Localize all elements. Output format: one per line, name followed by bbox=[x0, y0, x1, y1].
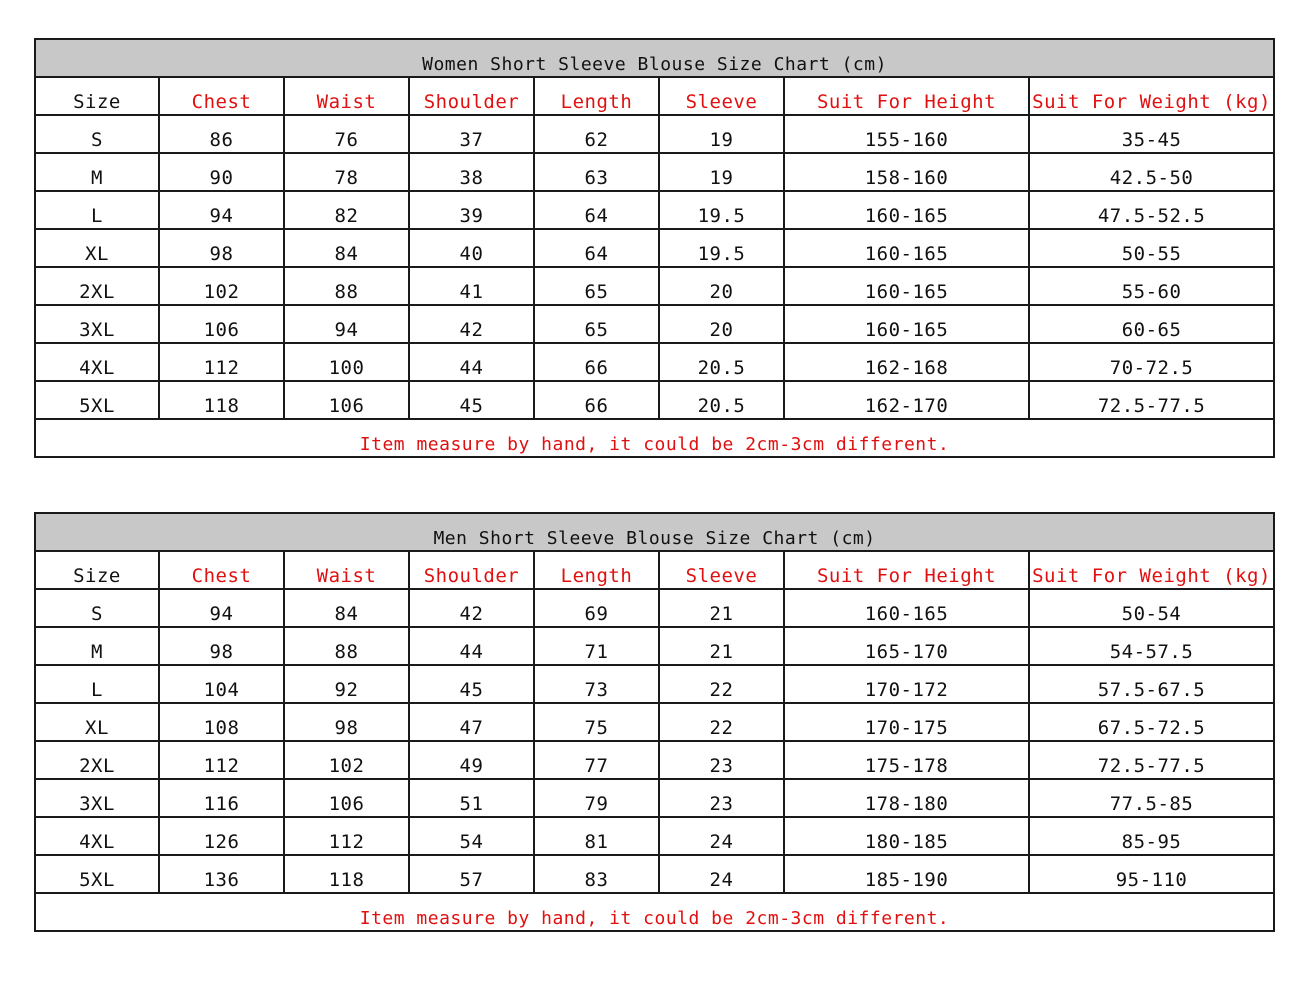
table-cell-waist: 102 bbox=[284, 741, 409, 779]
table-cell-length: 71 bbox=[534, 627, 659, 665]
table-cell-height: 162-170 bbox=[784, 381, 1029, 419]
table-cell-shoulder: 41 bbox=[409, 267, 534, 305]
table-cell-chest: 94 bbox=[159, 191, 284, 229]
table-cell-shoulder: 39 bbox=[409, 191, 534, 229]
column-header-shoulder: Shoulder bbox=[409, 77, 534, 115]
table-row bbox=[35, 665, 1274, 703]
table-cell-shoulder: 44 bbox=[409, 343, 534, 381]
table-cell-waist: 84 bbox=[284, 589, 409, 627]
table-cell-size: S bbox=[35, 589, 159, 627]
table-cell-waist: 112 bbox=[284, 817, 409, 855]
table-header-row bbox=[35, 551, 1274, 589]
table-cell-chest: 126 bbox=[159, 817, 284, 855]
table-cell-height: 165-170 bbox=[784, 627, 1029, 665]
table-cell-weight: 57.5-67.5 bbox=[1029, 665, 1274, 703]
table-cell-weight: 85-95 bbox=[1029, 817, 1274, 855]
table-cell-sleeve: 20 bbox=[659, 267, 784, 305]
table-cell-shoulder: 44 bbox=[409, 627, 534, 665]
table-cell-waist: 76 bbox=[284, 115, 409, 153]
men-size-table bbox=[34, 512, 1275, 932]
table-cell-sleeve: 22 bbox=[659, 665, 784, 703]
table-cell-waist: 98 bbox=[284, 703, 409, 741]
column-header-size: Size bbox=[35, 551, 159, 589]
table-row bbox=[35, 191, 1274, 229]
column-header-waist: Waist bbox=[284, 551, 409, 589]
table-cell-height: 162-168 bbox=[784, 343, 1029, 381]
column-header-weight: Suit For Weight (kg) bbox=[1029, 551, 1274, 589]
table-row bbox=[35, 381, 1274, 419]
table-cell-size: 4XL bbox=[35, 817, 159, 855]
table-cell-length: 63 bbox=[534, 153, 659, 191]
table-cell-shoulder: 42 bbox=[409, 305, 534, 343]
column-header-length: Length bbox=[534, 77, 659, 115]
table-title-row bbox=[35, 513, 1274, 551]
table-cell-height: 185-190 bbox=[784, 855, 1029, 893]
table-row bbox=[35, 115, 1274, 153]
table-row bbox=[35, 267, 1274, 305]
table-cell-sleeve: 19.5 bbox=[659, 229, 784, 267]
table-cell-size: L bbox=[35, 191, 159, 229]
table-cell-sleeve: 24 bbox=[659, 817, 784, 855]
table-row bbox=[35, 305, 1274, 343]
women-table-body bbox=[35, 115, 1274, 419]
table-cell-weight: 60-65 bbox=[1029, 305, 1274, 343]
table-cell-height: 160-165 bbox=[784, 267, 1029, 305]
table-cell-chest: 116 bbox=[159, 779, 284, 817]
table-cell-sleeve: 19.5 bbox=[659, 191, 784, 229]
table-cell-chest: 112 bbox=[159, 741, 284, 779]
table-cell-height: 160-165 bbox=[784, 229, 1029, 267]
table-cell-size: 5XL bbox=[35, 855, 159, 893]
table-cell-waist: 84 bbox=[284, 229, 409, 267]
table-cell-weight: 47.5-52.5 bbox=[1029, 191, 1274, 229]
table-cell-size: 2XL bbox=[35, 741, 159, 779]
table-cell-length: 66 bbox=[534, 381, 659, 419]
table-cell-waist: 82 bbox=[284, 191, 409, 229]
women-measure-note: Item measure by hand, it could be 2cm-3cm different. bbox=[35, 419, 1274, 457]
table-cell-weight: 77.5-85 bbox=[1029, 779, 1274, 817]
table-cell-shoulder: 51 bbox=[409, 779, 534, 817]
table-cell-weight: 70-72.5 bbox=[1029, 343, 1274, 381]
table-cell-shoulder: 38 bbox=[409, 153, 534, 191]
table-cell-sleeve: 19 bbox=[659, 153, 784, 191]
column-header-height: Suit For Height bbox=[784, 77, 1029, 115]
table-cell-sleeve: 20.5 bbox=[659, 381, 784, 419]
table-cell-chest: 86 bbox=[159, 115, 284, 153]
table-cell-length: 77 bbox=[534, 741, 659, 779]
table-cell-weight: 95-110 bbox=[1029, 855, 1274, 893]
table-cell-chest: 112 bbox=[159, 343, 284, 381]
table-cell-size: S bbox=[35, 115, 159, 153]
table-header-row bbox=[35, 77, 1274, 115]
table-cell-height: 155-160 bbox=[784, 115, 1029, 153]
column-header-chest: Chest bbox=[159, 77, 284, 115]
table-cell-chest: 94 bbox=[159, 589, 284, 627]
table-cell-sleeve: 24 bbox=[659, 855, 784, 893]
table-cell-sleeve: 20.5 bbox=[659, 343, 784, 381]
table-cell-waist: 106 bbox=[284, 779, 409, 817]
table-cell-height: 158-160 bbox=[784, 153, 1029, 191]
table-cell-weight: 54-57.5 bbox=[1029, 627, 1274, 665]
table-cell-size: 3XL bbox=[35, 305, 159, 343]
table-cell-length: 64 bbox=[534, 191, 659, 229]
table-cell-weight: 50-54 bbox=[1029, 589, 1274, 627]
table-cell-chest: 90 bbox=[159, 153, 284, 191]
column-header-size: Size bbox=[35, 77, 159, 115]
table-cell-shoulder: 54 bbox=[409, 817, 534, 855]
table-cell-length: 75 bbox=[534, 703, 659, 741]
table-note-row bbox=[35, 419, 1274, 457]
table-cell-weight: 72.5-77.5 bbox=[1029, 741, 1274, 779]
table-cell-height: 180-185 bbox=[784, 817, 1029, 855]
table-cell-size: 3XL bbox=[35, 779, 159, 817]
table-cell-sleeve: 22 bbox=[659, 703, 784, 741]
table-cell-size: 2XL bbox=[35, 267, 159, 305]
table-cell-sleeve: 21 bbox=[659, 589, 784, 627]
table-cell-size: XL bbox=[35, 703, 159, 741]
table-cell-shoulder: 42 bbox=[409, 589, 534, 627]
column-header-chest: Chest bbox=[159, 551, 284, 589]
table-cell-shoulder: 49 bbox=[409, 741, 534, 779]
table-row bbox=[35, 779, 1274, 817]
table-cell-weight: 50-55 bbox=[1029, 229, 1274, 267]
table-cell-size: 5XL bbox=[35, 381, 159, 419]
column-header-height: Suit For Height bbox=[784, 551, 1029, 589]
table-cell-waist: 92 bbox=[284, 665, 409, 703]
table-cell-sleeve: 23 bbox=[659, 779, 784, 817]
men-measure-note: Item measure by hand, it could be 2cm-3cm different. bbox=[35, 893, 1274, 931]
table-cell-weight: 35-45 bbox=[1029, 115, 1274, 153]
column-header-sleeve: Sleeve bbox=[659, 551, 784, 589]
women-size-table bbox=[34, 38, 1275, 458]
table-cell-shoulder: 40 bbox=[409, 229, 534, 267]
table-title-row bbox=[35, 39, 1274, 77]
column-header-length: Length bbox=[534, 551, 659, 589]
table-cell-length: 66 bbox=[534, 343, 659, 381]
table-row bbox=[35, 153, 1274, 191]
table-row bbox=[35, 589, 1274, 627]
table-cell-shoulder: 45 bbox=[409, 665, 534, 703]
table-cell-chest: 98 bbox=[159, 229, 284, 267]
table-cell-length: 69 bbox=[534, 589, 659, 627]
table-row bbox=[35, 703, 1274, 741]
table-cell-weight: 67.5-72.5 bbox=[1029, 703, 1274, 741]
table-cell-chest: 102 bbox=[159, 267, 284, 305]
table-cell-length: 81 bbox=[534, 817, 659, 855]
table-cell-length: 73 bbox=[534, 665, 659, 703]
table-note-row bbox=[35, 893, 1274, 931]
table-cell-shoulder: 57 bbox=[409, 855, 534, 893]
table-cell-height: 160-165 bbox=[784, 305, 1029, 343]
table-cell-waist: 88 bbox=[284, 627, 409, 665]
table-cell-chest: 106 bbox=[159, 305, 284, 343]
table-row bbox=[35, 855, 1274, 893]
table-cell-chest: 108 bbox=[159, 703, 284, 741]
table-cell-shoulder: 45 bbox=[409, 381, 534, 419]
table-cell-weight: 55-60 bbox=[1029, 267, 1274, 305]
column-header-waist: Waist bbox=[284, 77, 409, 115]
table-cell-shoulder: 37 bbox=[409, 115, 534, 153]
table-cell-length: 83 bbox=[534, 855, 659, 893]
table-cell-waist: 94 bbox=[284, 305, 409, 343]
men-chart-title: Men Short Sleeve Blouse Size Chart (cm) bbox=[35, 513, 1274, 551]
table-cell-chest: 98 bbox=[159, 627, 284, 665]
table-row bbox=[35, 343, 1274, 381]
table-cell-length: 64 bbox=[534, 229, 659, 267]
column-header-sleeve: Sleeve bbox=[659, 77, 784, 115]
table-cell-height: 178-180 bbox=[784, 779, 1029, 817]
table-cell-height: 160-165 bbox=[784, 191, 1029, 229]
table-cell-chest: 136 bbox=[159, 855, 284, 893]
table-cell-height: 170-175 bbox=[784, 703, 1029, 741]
table-cell-size: L bbox=[35, 665, 159, 703]
women-chart-title: Women Short Sleeve Blouse Size Chart (cm) bbox=[35, 39, 1274, 77]
table-cell-waist: 118 bbox=[284, 855, 409, 893]
table-cell-chest: 118 bbox=[159, 381, 284, 419]
table-cell-size: M bbox=[35, 153, 159, 191]
table-cell-sleeve: 21 bbox=[659, 627, 784, 665]
table-cell-sleeve: 20 bbox=[659, 305, 784, 343]
women-size-chart bbox=[34, 38, 1273, 458]
table-cell-length: 62 bbox=[534, 115, 659, 153]
table-cell-chest: 104 bbox=[159, 665, 284, 703]
table-cell-weight: 42.5-50 bbox=[1029, 153, 1274, 191]
men-size-chart bbox=[34, 512, 1273, 932]
table-cell-length: 79 bbox=[534, 779, 659, 817]
table-cell-waist: 78 bbox=[284, 153, 409, 191]
table-cell-length: 65 bbox=[534, 267, 659, 305]
table-cell-height: 160-165 bbox=[784, 589, 1029, 627]
table-row bbox=[35, 627, 1274, 665]
table-row bbox=[35, 229, 1274, 267]
table-cell-length: 65 bbox=[534, 305, 659, 343]
table-cell-height: 175-178 bbox=[784, 741, 1029, 779]
table-cell-waist: 88 bbox=[284, 267, 409, 305]
table-cell-waist: 106 bbox=[284, 381, 409, 419]
table-cell-waist: 100 bbox=[284, 343, 409, 381]
men-table-body bbox=[35, 589, 1274, 893]
table-row bbox=[35, 741, 1274, 779]
table-cell-sleeve: 23 bbox=[659, 741, 784, 779]
table-cell-height: 170-172 bbox=[784, 665, 1029, 703]
table-cell-shoulder: 47 bbox=[409, 703, 534, 741]
column-header-weight: Suit For Weight (kg) bbox=[1029, 77, 1274, 115]
column-header-shoulder: Shoulder bbox=[409, 551, 534, 589]
table-row bbox=[35, 817, 1274, 855]
table-cell-weight: 72.5-77.5 bbox=[1029, 381, 1274, 419]
table-cell-sleeve: 19 bbox=[659, 115, 784, 153]
table-cell-size: 4XL bbox=[35, 343, 159, 381]
table-cell-size: XL bbox=[35, 229, 159, 267]
table-cell-size: M bbox=[35, 627, 159, 665]
